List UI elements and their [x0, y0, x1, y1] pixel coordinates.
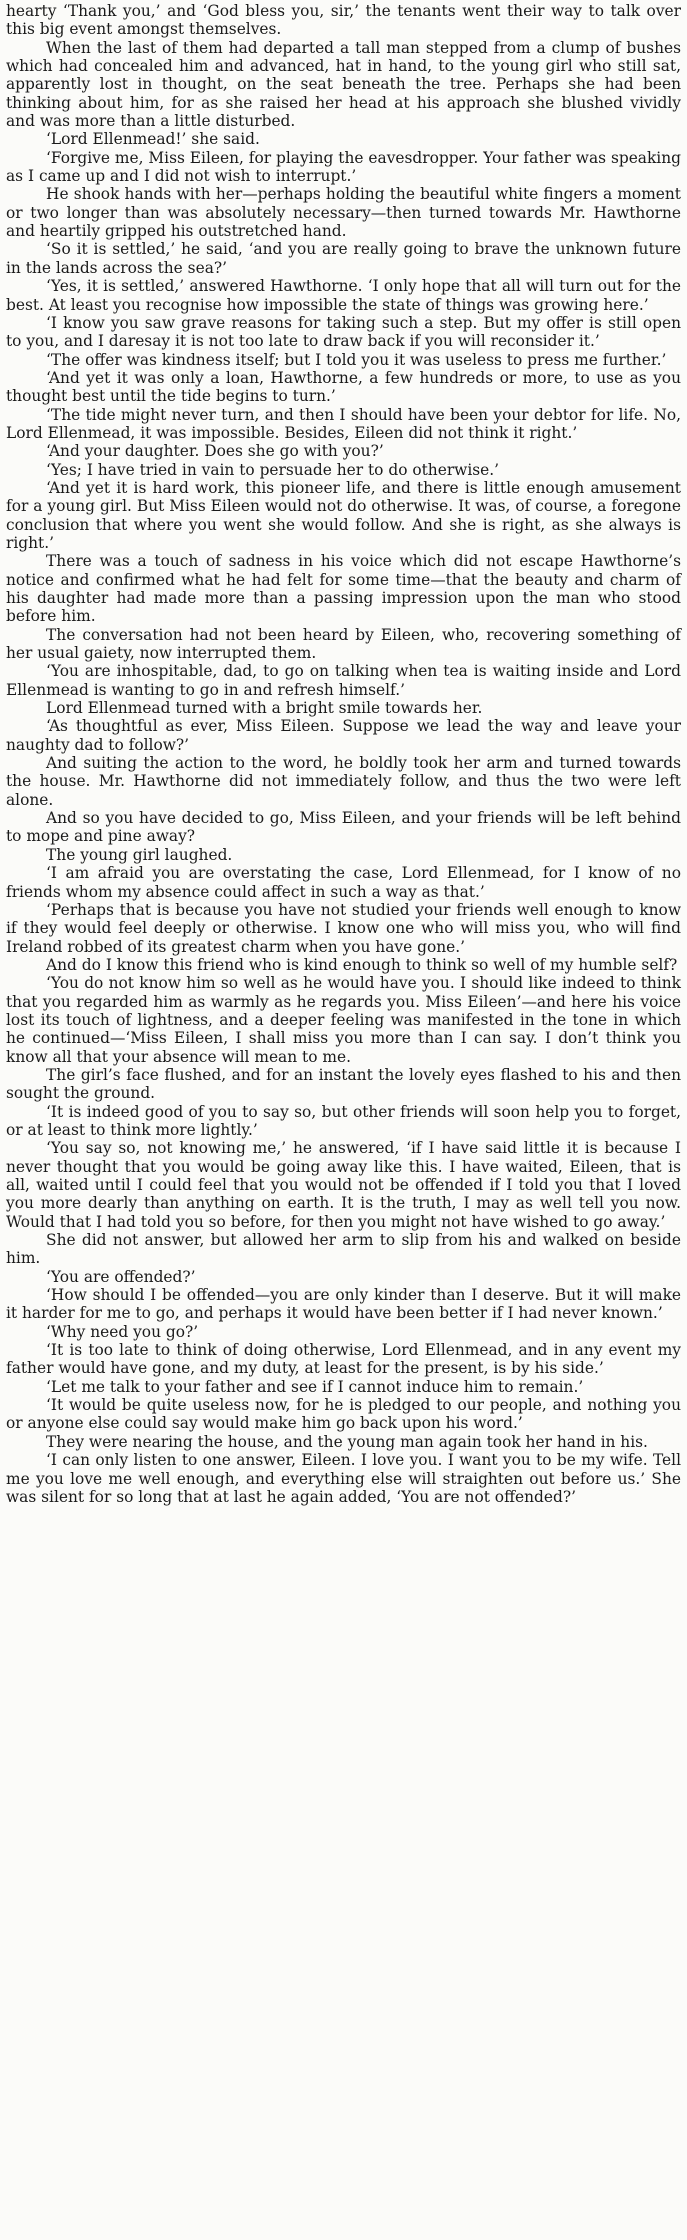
paragraph: The young girl laughed.: [46, 845, 233, 864]
paragraph: ‘And yet it was only a loan, Hawthorne, a few hundreds or more, to use as you thought best until the tide begins to turn.’: [6, 368, 681, 406]
paragraph: ‘You are inhospitable, dad, to go on talking when tea is waiting inside and Lord Ellenmead is wanting to go in and refresh himself.’: [6, 662, 681, 699]
paragraph: ‘So it is settled,’ he said, ‘and you are really going to brave the unknown future in the lands across the sea?’: [6, 240, 681, 277]
paragraph: ‘Yes; I have tried in vain to persuade her to do otherwise.’: [46, 460, 500, 479]
paragraph: ‘Perhaps that is because you have not studied your friends well enough to know if they would feel deeply or otherwise. I know one who will miss you, who will find Ireland robbed of its greatest charm when you have gone.’: [6, 900, 681, 956]
paragraph: ‘You are offended?’: [46, 1267, 196, 1286]
paragraph: ‘I am afraid you are overstating the case, Lord Ellenmead, for I know of no friends whom my absence could affect in such a way as that.’: [6, 864, 681, 901]
paragraph: ‘And yet it is hard work, this pioneer life, and there is little enough amusement for a young girl. But Miss Eileen would not do otherwise. It was, of course, a foregone conclusion that where you went she would follow. And she is right, as she always is right.’: [6, 478, 681, 552]
paragraph: hearty ‘Thank you,’ and ‘God bless you, sir,’ the tenants went their way to talk over this big event amongst themselves.: [6, 2, 681, 39]
paragraph: ‘As thoughtful as ever, Miss Eileen. Suppose we lead the way and leave your naughty dad to follow?’: [6, 717, 681, 754]
paragraph: ‘The offer was kindness itself; but I told you it was useless to press me further.’: [46, 350, 667, 369]
paragraph: And suiting the action to the word, he boldly took her arm and turned towards the house. Mr. Hawthorne did not immediately follow, and thus the two were left alone.: [6, 754, 681, 809]
paragraph: ‘I know you saw grave reasons for taking such a step. But my offer is still open to you, and I daresay it is not too late to draw back if you will reconsider it.’: [6, 313, 681, 351]
paragraph: ‘You say so, not knowing me,’ he answered, ‘if I have said little it is because I never thought that you would be going away like this. I have waited, Eileen, that is all, waited until I could feel that you would not be offended if I told you that I loved you more dearly than anything on earth. It is the truth, I may as well tell you now. Would that I had told you so before, for then you might not have wished to go away.’: [6, 1139, 681, 1231]
paragraph: ‘You do not know him so well as he would have you. I should like indeed to think that you regarded him as warmly as he regards you. Miss Eileen’—and here his voice lost its touch of lightness, and a deeper feeling was manifested in the tone in which he continued—‘Miss Eileen, I shall miss you more than I can say. I don’t think you know all that your absence will mean to me.: [6, 974, 681, 1066]
paragraph: ‘It would be quite useless now, for he is pledged to our people, and nothing you or anyone else could say would make him go back upon his word.’: [6, 1396, 681, 1433]
paragraph: Lord Ellenmead turned with a bright smile towards her.: [46, 699, 483, 718]
paragraph: ‘Why need you go?’: [46, 1322, 199, 1341]
paragraph: ‘I can only listen to one answer, Eileen. I love you. I want you to be my wife. Tell me you love me well enough, and everything else will straighten out before us.’ She was silent for so long that at last he again added, ‘You are not offended?’: [6, 1451, 681, 1506]
paragraph: ‘Let me talk to your father and see if I cannot induce him to remain.’: [46, 1377, 584, 1396]
paragraph: They were nearing the house, and the young man again took her hand in his.: [46, 1432, 648, 1451]
paragraph: ‘The tide might never turn, and then I should have been your debtor for life. No, Lord Ellenmead, it was impossible. Besides, Eileen did not think it right.’: [6, 405, 681, 442]
paragraph: And so you have decided to go, Miss Eileen, and your friends will be left behind to mope and pine away?: [6, 809, 681, 846]
paragraph: When the last of them had departed a tall man stepped from a clump of bushes which had concealed him and advanced, hat in hand, to the young girl who still sat, apparently lost in thought, on the seat beneath the tree. Perhaps she had been thinking about him, for as she raised her head at his approach she blushed vividly and was more than a little disturbed.: [6, 38, 681, 131]
paragraph: ‘And your daughter. Does she go with you?’: [46, 442, 384, 461]
paragraph: ‘It is too late to think of doing otherwise, Lord Ellenmead, and in any event my father would have gone, and my duty, at least for the present, is by his side.’: [6, 1341, 681, 1378]
paragraph: ‘Yes, it is settled,’ answered Hawthorne. ‘I only hope that all will turn out for the best. At least you recognise how impossible the state of things was growing here.’: [6, 277, 681, 314]
paragraph: The conversation had not been heard by Eileen, who, recovering something of her usual gaiety, now interrupted them.: [6, 625, 681, 663]
paragraph: She did not answer, but allowed her arm to slip from his and walked on beside him.: [6, 1231, 681, 1268]
paragraph: ‘It is indeed good of you to say so, but other friends will soon help you to forget, or at least to think more lightly.’: [6, 1102, 681, 1139]
paragraph: ‘How should I be offended—you are only kinder than I deserve. But it will make it harder for me to go, and perhaps it would have been better if I had never known.’: [6, 1286, 681, 1323]
paragraph: The girl’s face flushed, and for an instant the lovely eyes flashed to his and then sought the ground.: [6, 1065, 681, 1103]
paragraph: ‘Lord Ellenmead!’ she said.: [46, 130, 260, 149]
paragraph: There was a touch of sadness in his voice which did not escape Hawthorne’s notice and confirmed what he had felt for some time—that the beauty and charm of his daughter had made more than a passing impression upon the man who stood before him.: [6, 552, 681, 626]
paragraph: And do I know this friend who is kind enough to think so well of my humble self?: [46, 955, 678, 974]
paragraph: He shook hands with her—perhaps holding the beautiful white fingers a moment or two longer than was absolutely necessary—then turned towards Mr. Hawthorne and heartily gripped his outstretched hand.: [6, 185, 681, 241]
paragraph: ‘Forgive me, Miss Eileen, for playing the eavesdropper. Your father was speaking as I came up and I did not wish to interrupt.’: [6, 148, 681, 186]
